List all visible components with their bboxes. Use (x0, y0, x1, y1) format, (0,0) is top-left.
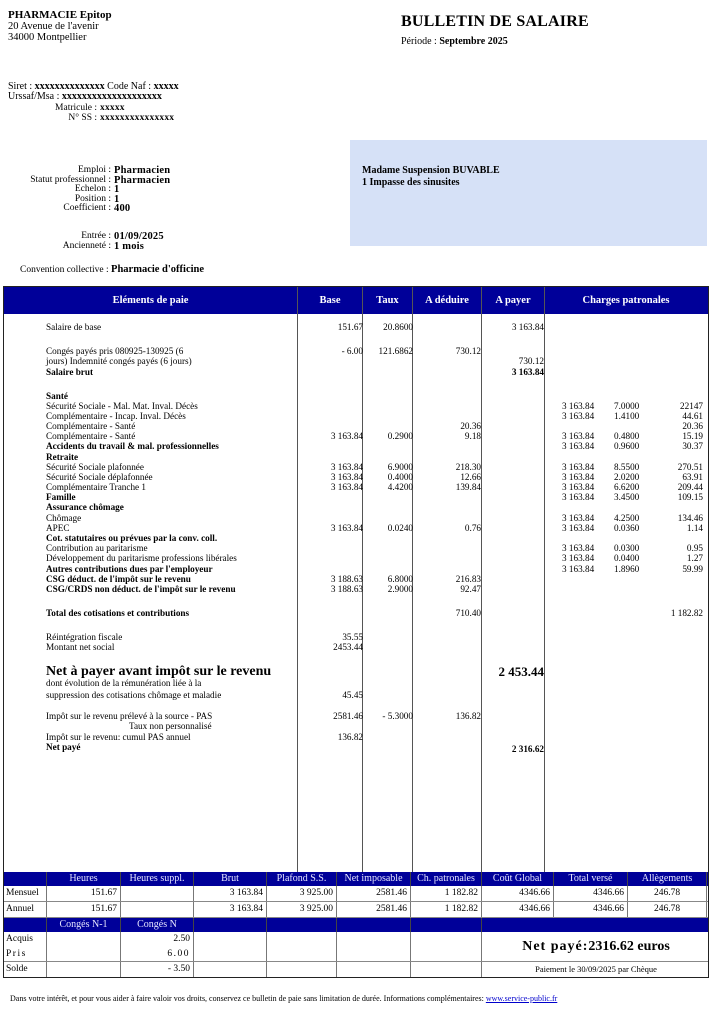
pay-row (4, 346, 708, 356)
row-charge-taux: 1.8960 (614, 564, 640, 574)
summary-annuel-cell: 1 182.82 (411, 902, 482, 917)
summary-header-cell: Coût Global (482, 872, 554, 886)
row-label: Impôt sur le revenu prélevé à la source - PAS (46, 711, 213, 721)
row-charge-base: 3 163.84 (562, 513, 595, 523)
summary-header-cell (4, 872, 47, 886)
row-charge-base: 3 163.84 (562, 553, 595, 563)
recipient-address: 1 Impasse des sinusites (362, 177, 460, 188)
summary-header-cell: Brut (194, 872, 267, 886)
header-elements: Eléments de paie (4, 287, 298, 314)
summary-table (3, 872, 709, 978)
row-label: Net à payer avant impôt sur le revenu (46, 664, 272, 679)
pay-row (4, 391, 708, 401)
row-label: Complémentaire - Incap. Inval. Décès (46, 411, 186, 421)
summary-header-cell: Heures (47, 872, 121, 886)
row-label: APEC (46, 523, 70, 533)
employer-block (8, 10, 112, 43)
header-deduire: A déduire (413, 287, 482, 314)
pay-row (4, 721, 708, 731)
row-payer: 2 316.62 (511, 744, 544, 754)
row-charge-taux: 2.0200 (614, 472, 640, 482)
row-taux: 0.4000 (387, 472, 413, 482)
row-label: Complémentaire - Santé (46, 421, 136, 431)
row-label: Salaire de base (46, 322, 102, 332)
row-label: Sécurité Sociale - Mal. Mat. Inval. Décès (46, 401, 198, 411)
row-label: Famille (46, 492, 76, 502)
periode-label: Période : (401, 36, 437, 47)
row-deduire: 92.47 (460, 584, 481, 594)
row-base: 3 163.84 (330, 523, 363, 533)
employer-ids (8, 82, 179, 102)
row-base: 3 163.84 (330, 482, 363, 492)
summary-annuel-cell: 3 163.84 (194, 902, 267, 917)
summary-annuel-cell (121, 902, 194, 917)
row-charge-taux: 0.4800 (614, 431, 640, 441)
summary-header-cell: Net imposable (337, 872, 411, 886)
row-deduire: 9.18 (464, 431, 481, 441)
conges-header-cell (482, 918, 554, 932)
pay-row (4, 690, 708, 700)
row-deduire: 730.12 (455, 346, 481, 356)
row-base: - 6.00 (341, 346, 363, 356)
row-charge-taux: 7.0000 (614, 401, 640, 411)
entry-info (0, 232, 164, 251)
conges-cell (121, 932, 194, 961)
row-charge-montant: 44.61 (682, 411, 703, 421)
pay-row (4, 543, 708, 553)
row-base: 45.45 (342, 690, 363, 700)
pay-row (4, 452, 708, 462)
pay-row (4, 678, 708, 688)
row-taux: - 5.3000 (382, 711, 413, 721)
row-label: Congés payés pris 080925-130925 (6 (46, 346, 184, 356)
row-charge-base: 3 163.84 (562, 543, 595, 553)
pay-row (4, 513, 708, 523)
pay-row (4, 564, 708, 574)
row-base: 136.82 (337, 732, 363, 742)
row-label: Complémentaire Tranche 1 (46, 482, 147, 492)
urssaf-label: Urssaf/Msa : (8, 91, 60, 102)
summary-mensuel-cell: 246.78 (628, 886, 707, 901)
row-base: 2581.46 (333, 711, 363, 721)
recipient-name: Madame Suspension BUVABLE (362, 165, 500, 176)
row-charge-montant: 59.99 (682, 564, 703, 574)
row-taux: 0.0240 (387, 523, 413, 533)
conges-header-cell (628, 918, 707, 932)
summary-mensuel-cell: 151.67 (47, 886, 121, 901)
summary-annuel-cell: 3 925.00 (267, 902, 337, 917)
pay-row (4, 472, 708, 482)
emploi-value: Pharmacien (114, 165, 171, 176)
periode-value: Septembre 2025 (439, 36, 508, 47)
conges-solde-cell (194, 962, 267, 977)
conges-header-cell (267, 918, 337, 932)
pay-row (4, 421, 708, 431)
row-charge-base: 3 163.84 (562, 523, 595, 533)
header-taux: Taux (363, 287, 413, 314)
row-label: Montant net social (46, 642, 115, 652)
summary-annuel-cell: Annuel (4, 902, 47, 917)
conges-cell (47, 932, 121, 961)
pay-row (4, 356, 708, 366)
header-charges: Charges patronales (582, 295, 670, 306)
summary-mensuel-cell: 4346.66 (482, 886, 554, 901)
row-deduire: 139.84 (455, 482, 481, 492)
row-charge-taux: 6.6200 (614, 482, 640, 492)
row-label: Sécurité Sociale plafonnée (46, 462, 144, 472)
summary-mensuel-cell: Mensuel (4, 886, 47, 901)
row-label: Cot. statutaires ou prévues par la conv. coll. (46, 533, 218, 543)
employer-address-line2: 34000 Montpellier (8, 32, 87, 43)
position-label: Position : (74, 193, 111, 204)
row-deduire: 216.83 (455, 574, 481, 584)
row-charge-taux: 0.9600 (614, 441, 640, 451)
coefficient-value: 400 (114, 203, 131, 214)
summary-header-cell: Heures suppl. (121, 872, 194, 886)
net-paye-value: 2316.62 euros (588, 939, 670, 954)
convention-value: Pharmacie d'officine (111, 264, 205, 275)
pay-row (4, 462, 708, 472)
row-charge-montant: 0.95 (686, 543, 703, 553)
anciennete-value: 1 mois (114, 240, 145, 252)
row-charge-taux: 1.4100 (614, 411, 640, 421)
row-base: 2453.44 (333, 642, 363, 652)
employer-address-line1: 20 Avenue de l'avenir (8, 21, 99, 32)
pay-row (4, 492, 708, 502)
conges-header-cell: Congés N-1 (47, 918, 121, 932)
conges-solde-cell (337, 962, 411, 977)
row-base: 3 163.84 (330, 462, 363, 472)
conges-solde-cell (411, 962, 482, 977)
siret-label: Siret : (8, 81, 33, 92)
summary-header-cell: Allègements (628, 872, 707, 886)
row-base: 151.67 (337, 322, 363, 332)
footer-note (10, 994, 557, 1003)
row-base: 35.55 (342, 632, 363, 642)
pay-row (4, 411, 708, 421)
row-charge-taux: 0.0300 (614, 543, 640, 553)
summary-row-annuel (4, 902, 708, 918)
row-label: dont évolution de la rémunération liée à la (46, 678, 202, 688)
row-charge-base: 3 163.84 (562, 441, 595, 451)
row-label: Chômage (46, 513, 82, 523)
conges-header-cell (194, 918, 267, 932)
pay-row (4, 533, 708, 543)
conges-header-cell: Congés N (121, 918, 194, 932)
summary-annuel-cell: 4346.66 (482, 902, 554, 917)
row-label: Accidents du travail & mal. professionnelles (46, 441, 219, 451)
employee-ids (0, 103, 212, 123)
pay-row (4, 553, 708, 563)
conges-solde-cell (47, 962, 121, 977)
summary-mensuel-cell: 4346.66 (554, 886, 628, 901)
echelon-value: 1 (114, 184, 120, 195)
conges-cell (4, 932, 47, 961)
convention-label: Convention collective : (20, 265, 109, 275)
row-label: Réintégration fiscale (46, 632, 123, 642)
row-charge-taux: 0.0360 (614, 523, 640, 533)
row-label: suppression des cotisations chômage et maladie (46, 690, 222, 700)
row-label: Taux non personnalisé (129, 721, 212, 731)
row-charge-taux: 0.0400 (614, 553, 640, 563)
summary-header-cell: Ch. patronales (411, 872, 482, 886)
conges-header-cell (4, 918, 47, 932)
row-charge-taux: 4.2500 (614, 513, 640, 523)
row-charge-montant: 134.46 (677, 513, 703, 523)
row-charge-montant: 109.15 (677, 492, 703, 502)
pay-table-header (4, 287, 708, 314)
row-charge-base: 3 163.84 (562, 462, 595, 472)
row-payer: 730.12 (518, 356, 544, 366)
row-payer: 2 453.44 (498, 664, 544, 679)
row-deduire: 218.30 (455, 462, 481, 472)
row-taux: 0.2900 (387, 431, 413, 441)
pay-row (4, 744, 708, 754)
pay-row (4, 502, 708, 512)
conges-header-cell (411, 918, 482, 932)
entree-value: 01/09/2025 (114, 231, 164, 242)
row-payer: 3 163.84 (511, 367, 544, 377)
payment-info: Paiement le 30/09/2025 par Chèque (535, 964, 657, 974)
row-charge-montant: 22147 (680, 401, 703, 411)
row-charge-taux: 3.4500 (614, 492, 640, 502)
periode (401, 36, 508, 47)
header-base: Base (298, 287, 363, 314)
matricule-value: xxxxx (100, 103, 125, 113)
row-charge-base: 3 163.84 (562, 431, 595, 441)
row-charge-base: 3 163.84 (562, 411, 595, 421)
summary-row-mensuel (4, 886, 708, 902)
pay-row (4, 367, 708, 377)
pay-row (4, 431, 708, 441)
naf-value: xxxxx (153, 81, 179, 92)
row-taux: 20.8600 (383, 322, 413, 332)
conges-pris-value: Pris (6, 949, 27, 959)
summary-mensuel-cell: 1 182.82 (411, 886, 482, 901)
employer-name: PHARMACIE Epitop (8, 9, 112, 21)
row-label: Impôt sur le revenu: cumul PAS annuel (46, 732, 191, 742)
pay-row (4, 441, 708, 451)
row-label: Complémentaire - Santé (46, 431, 136, 441)
conges-header-cell (554, 918, 628, 932)
row-charge-base: 3 163.84 (562, 564, 595, 574)
row-charge-montant: 30.37 (682, 441, 703, 451)
pay-row (4, 642, 708, 652)
row-charge-base: 3 163.84 (562, 401, 595, 411)
service-public-link[interactable]: www.service-public.fr (485, 994, 558, 1003)
conges-solde-cell: - 3.50 (121, 962, 194, 977)
row-label: Salaire brut (46, 367, 94, 377)
summary-header-cell: Total versé (554, 872, 628, 886)
pay-row (4, 482, 708, 492)
row-charge-montant: 15.19 (682, 431, 703, 441)
row-base: 3 163.84 (330, 431, 363, 441)
convention (20, 264, 204, 275)
row-charge-montant: 1.14 (686, 523, 703, 533)
row-label: Assurance chômage (46, 502, 124, 512)
row-charge-base: 3 163.84 (562, 492, 595, 502)
conges-pris-value: 6.00 (167, 949, 190, 959)
summary-mensuel-cell: 3 925.00 (267, 886, 337, 901)
row-taux: 6.8000 (387, 574, 413, 584)
echelon-label: Echelon : (74, 184, 111, 194)
row-label: Retraite (46, 452, 79, 462)
row-payer: 3 163.84 (511, 322, 544, 332)
row-taux: 2.9000 (387, 584, 413, 594)
row-charge-taux: 8.5500 (614, 462, 640, 472)
conges-cell (411, 932, 482, 961)
summary-annuel-cell: 151.67 (47, 902, 121, 917)
row-charge-base: 3 163.84 (562, 472, 595, 482)
row-deduire: 710.40 (455, 608, 481, 618)
pay-row (4, 732, 708, 742)
conges-solde-cell (267, 962, 337, 977)
row-base: 3 188.63 (330, 574, 363, 584)
conges-cell (337, 932, 411, 961)
pay-row (4, 523, 708, 533)
employment-info (0, 166, 300, 214)
summary-annuel-cell: 246.78 (628, 902, 707, 917)
conges-cell (194, 932, 267, 961)
pay-row (4, 711, 708, 721)
ss-value: xxxxxxxxxxxxxxx (100, 113, 175, 123)
row-charge-montant: 270.51 (677, 462, 703, 472)
row-label: Autres contributions dues par l'employeur (46, 564, 213, 574)
row-taux: 6.9000 (387, 462, 413, 472)
naf-label: Code Naf : (107, 81, 152, 92)
row-taux: 121.6862 (378, 346, 413, 356)
header-payer: A payer (482, 287, 545, 314)
row-label: jours) Indemnité congés payés (6 jours) (46, 356, 192, 366)
row-deduire: 12.66 (460, 472, 481, 482)
row-label: Net payé (46, 742, 81, 752)
conges-acquis-value: Acquis (6, 934, 33, 944)
conges-acquis-value: 2.50 (173, 934, 190, 944)
anciennete-label: Ancienneté : (62, 240, 111, 251)
pay-row (4, 632, 708, 642)
summary-mensuel-cell: 3 163.84 (194, 886, 267, 901)
summary-annuel-cell: 4346.66 (554, 902, 628, 917)
statut-label: Statut professionnel : (30, 174, 111, 185)
document-title: BULLETIN DE SALAIRE (401, 13, 589, 30)
pay-table-body (4, 314, 708, 872)
row-taux: 4.4200 (387, 482, 413, 492)
row-deduire: 136.82 (455, 711, 481, 721)
pay-row (4, 608, 708, 618)
row-deduire: 20.36 (460, 421, 481, 431)
conges-solde-cell: Solde (4, 962, 47, 977)
position-value: 1 (114, 193, 120, 205)
net-paye-label: Net payé: (522, 939, 589, 954)
summary-mensuel-cell: 2581.46 (337, 886, 411, 901)
conges-header-row (4, 918, 708, 932)
row-charge-montant: 20.36 (682, 421, 703, 431)
summary-header-cell: Plafond S.S. (267, 872, 337, 886)
conges-header-cell (337, 918, 411, 932)
pay-row (4, 584, 708, 594)
emploi-label: Emploi : (78, 165, 111, 175)
pay-row (4, 574, 708, 584)
matricule-label: Matricule : (55, 103, 97, 113)
row-base: 3 163.84 (330, 472, 363, 482)
row-charge-base: 3 163.84 (562, 482, 595, 492)
urssaf-value: xxxxxxxxxxxxxxxxxxxx (61, 91, 162, 102)
summary-header-row (4, 872, 708, 886)
conges-cell (267, 932, 337, 961)
pay-row (4, 322, 708, 332)
row-deduire: 0.76 (464, 523, 481, 533)
row-charge-montant: 1 182.82 (670, 608, 703, 618)
coefficient-label: Coefficient : (63, 203, 111, 213)
row-label: Contribution au paritarisme (46, 543, 148, 553)
row-charge-montant: 63.91 (682, 472, 703, 482)
pay-row (4, 401, 708, 411)
summary-mensuel-cell (121, 886, 194, 901)
statut-value: Pharmacien (114, 174, 171, 186)
row-charge-montant: 209.44 (677, 482, 703, 492)
row-label: CSG/CRDS non déduct. de l'impôt sur le revenu (46, 584, 236, 594)
summary-annuel-cell: 2581.46 (337, 902, 411, 917)
ss-label: N° SS : (68, 113, 97, 123)
row-label: Sécurité Sociale déplafonnée (46, 472, 153, 482)
row-label: CSG déduct. de l'impôt sur le revenu (46, 574, 191, 584)
siret-value: xxxxxxxxxxxxxx (34, 81, 105, 92)
row-charge-montant: 1.27 (686, 553, 703, 563)
row-base: 3 188.63 (330, 584, 363, 594)
row-label: Total des cotisations et contributions (46, 608, 190, 618)
net-paye-total (482, 932, 710, 962)
entree-label: Entrée : (81, 231, 111, 241)
row-label: Développement du paritarisme professions libérales (46, 553, 237, 563)
row-label: Santé (46, 391, 68, 401)
footer-text: Dans votre intérêt, et pour vous aider à faire valoir vos droits, conservez ce bulletin de paie sans limitation de durée. Informations complémentaires: (10, 994, 484, 1003)
recipient-address-box (350, 140, 707, 246)
pay-elements-table (3, 286, 709, 873)
